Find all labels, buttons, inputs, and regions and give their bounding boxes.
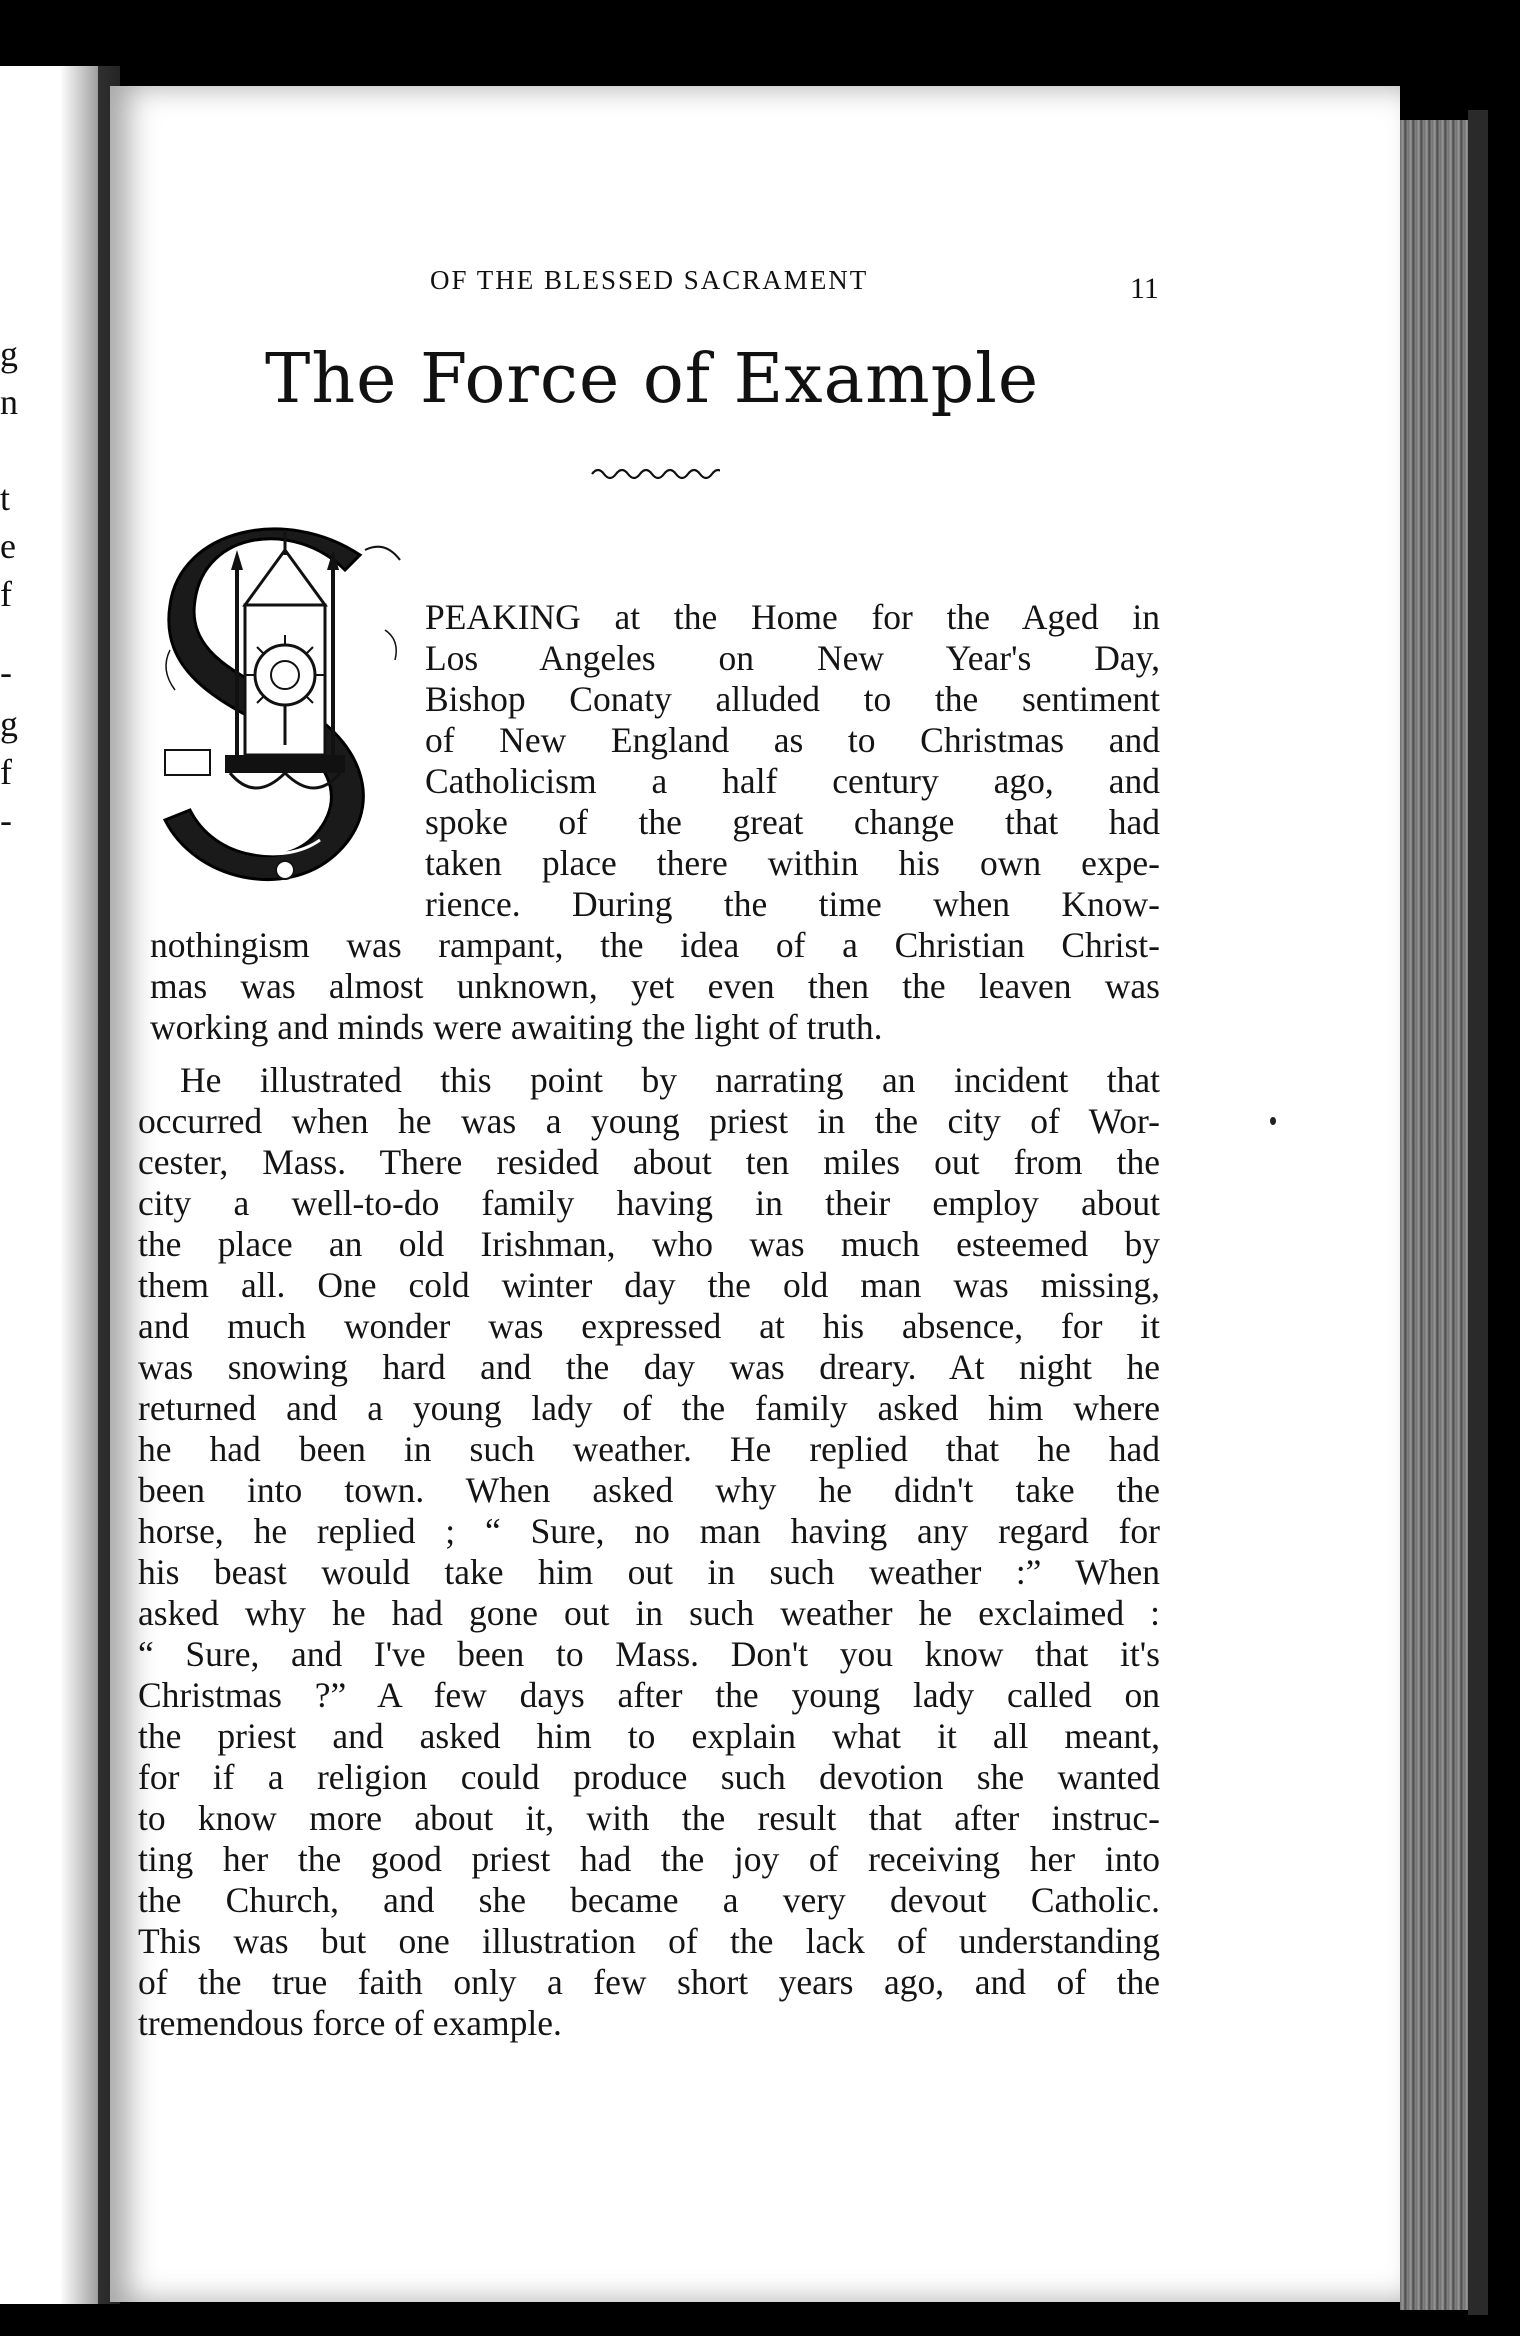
text-line: PEAKING at the Home for the Aged in bbox=[425, 597, 1160, 637]
text-line: “ Sure, and I've been to Mass. Don't you know that it's bbox=[138, 1634, 1160, 1674]
text-line: the place an old Irishman, who was much esteemed by bbox=[138, 1224, 1160, 1264]
left-page-fragment: t bbox=[0, 478, 11, 518]
text-line: mas was almost unknown, yet even then the leaven was bbox=[150, 966, 1160, 1006]
text-line: the priest and asked him to explain what it all meant, bbox=[138, 1716, 1160, 1756]
chapter-title: The Force of Example bbox=[265, 340, 1040, 419]
text-line: Bishop Conaty alluded to the sentiment bbox=[425, 679, 1160, 719]
text-line: city a well-to-do family having in their employ about bbox=[138, 1183, 1160, 1223]
text-line: spoke of the great change that had bbox=[425, 802, 1160, 842]
text-line: occurred when he was a young priest in the city of Wor- bbox=[138, 1101, 1160, 1141]
text-line: returned and a young lady of the family asked him where bbox=[138, 1388, 1160, 1428]
page-number: 11 bbox=[1130, 272, 1159, 305]
text-line: of New England as to Christmas and bbox=[425, 720, 1160, 760]
text-line: them all. One cold winter day the old man was missing, bbox=[138, 1265, 1160, 1305]
text-line: ting her the good priest had the joy of receiving her into bbox=[138, 1839, 1160, 1879]
text-line: asked why he had gone out in such weather he exclaimed : bbox=[138, 1593, 1160, 1633]
text-line: Christmas ?” A few days after the young lady called on bbox=[138, 1675, 1160, 1715]
paragraph-2 bbox=[138, 1060, 1160, 2044]
text-line: he had been in such weather. He replied that he had bbox=[138, 1429, 1160, 1469]
text-line: tremendous force of example. bbox=[138, 2003, 562, 2043]
left-page-fragment: n bbox=[0, 382, 18, 422]
ornament-swash-icon bbox=[590, 462, 720, 486]
text-line: nothingism was rampant, the idea of a Christian Christ- bbox=[150, 925, 1160, 965]
paragraph-1-indented bbox=[425, 597, 1160, 925]
text-line: Los Angeles on New Year's Day, bbox=[425, 638, 1160, 678]
left-page-fragment: - bbox=[0, 800, 12, 840]
running-head: OF THE BLESSED SACRAMENT bbox=[430, 265, 869, 295]
text-line: cester, Mass. There resided about ten miles out from the bbox=[138, 1142, 1160, 1182]
text-line: the Church, and she became a very devout Catholic. bbox=[138, 1880, 1160, 1920]
text-line: taken place there within his own expe- bbox=[425, 843, 1160, 883]
left-page-fragment: f bbox=[0, 752, 12, 792]
page-stack-edge bbox=[1400, 120, 1468, 2310]
text-line: and much wonder was expressed at his absence, for it bbox=[138, 1306, 1160, 1346]
text-line: working and minds were awaiting the light of truth. bbox=[150, 1007, 883, 1047]
text-line: horse, he replied ; “ Sure, no man having any regard for bbox=[138, 1511, 1160, 1551]
left-page-fragment: g bbox=[0, 704, 18, 744]
ornate-initial-s-monstrance-icon bbox=[145, 510, 425, 910]
text-line: rience. During the time when Know- bbox=[425, 884, 1160, 924]
text-line: was snowing hard and the day was dreary. At night he bbox=[138, 1347, 1160, 1387]
paragraph-1-continued bbox=[150, 925, 1160, 1048]
print-speck bbox=[1270, 1117, 1276, 1125]
left-page-fragment: e bbox=[0, 526, 16, 566]
text-line: This was but one illustration of the lack of understanding bbox=[138, 1921, 1160, 1961]
text-line: He illustrated this point by narrating an incident that bbox=[180, 1060, 1160, 1100]
text-line: his beast would take him out in such weather :” When bbox=[138, 1552, 1160, 1592]
text-line: Catholicism a half century ago, and bbox=[425, 761, 1160, 801]
text-line: to know more about it, with the result that after instruc- bbox=[138, 1798, 1160, 1838]
book-cover-edge bbox=[1468, 110, 1488, 2315]
left-page-fragment: f bbox=[0, 574, 12, 614]
left-page-fragment: - bbox=[0, 652, 12, 692]
text-line: for if a religion could produce such devotion she wanted bbox=[138, 1757, 1160, 1797]
left-page-fragment: g bbox=[0, 334, 18, 374]
text-line: of the true faith only a few short years ago, and of the bbox=[138, 1962, 1160, 2002]
text-line: been into town. When asked why he didn't take the bbox=[138, 1470, 1160, 1510]
